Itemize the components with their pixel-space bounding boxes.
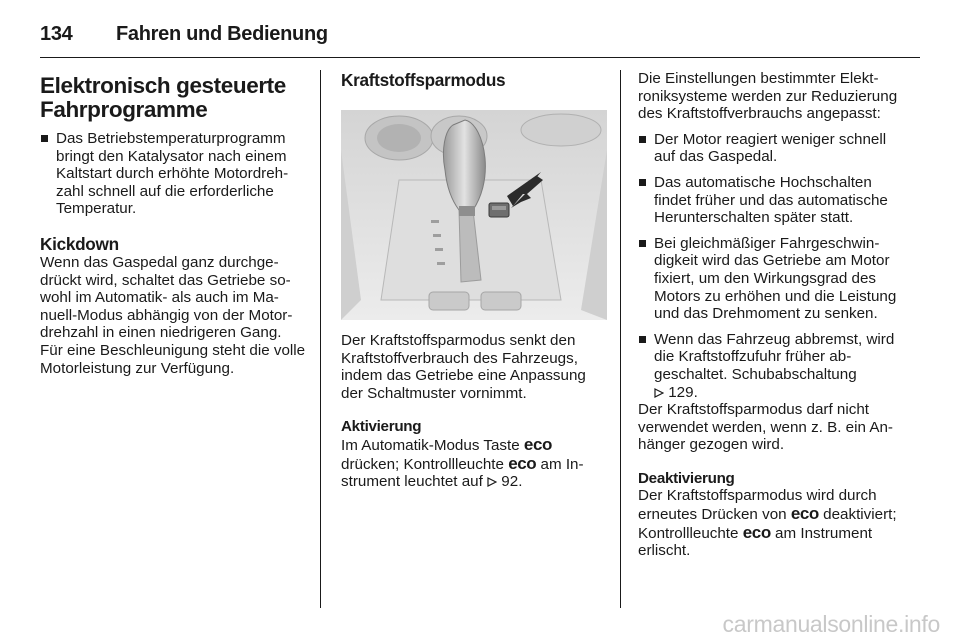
kraftstoffsparmodus-intro: Der Kraftstoffsparmodus senkt den Kraftstoffverbrauch des Fahrzeugs, indem das Getriebe eine Anpassung der Schaltmuster vornimmt. [341, 332, 586, 402]
watermark: carmanualsonline.info [722, 611, 940, 637]
page-number: 134 [40, 22, 73, 45]
page-header [40, 16, 920, 52]
section-title-deaktivierung: Deaktivierung [638, 469, 735, 487]
einstellungen-intro: Die Einstellungen bestimmter Elektroniksysteme werden zur Reduzierung des Kraftstoffverbrauchs angepasst: [638, 70, 898, 123]
aktivierung-text-3: am Instrument leuchtet auf [341, 455, 584, 491]
page-reference[interactable]: 92. [501, 473, 523, 491]
einstellungen-list [638, 131, 908, 401]
anhaenger-hinweis: Der Kraftstoffsparmodus darf nicht verwendet werden, wenn z. B. ein Anhänger gezogen wird. [638, 401, 893, 454]
bullet-square-icon [639, 336, 646, 343]
column-left [40, 70, 308, 377]
page-reference-arrow-icon [487, 477, 497, 487]
list-item-text: Bei gleichmäßiger Fahrgeschwindigkeit wird das Getriebe am Motor fixiert, um den Wirkungsgrad des Motors zu erhöhen und die Leistung und das Drehmoment zu senken. [654, 234, 897, 323]
list-item-text: Das Betriebstemperaturprogramm bringt den Katalysator nach einem Kaltstart durch erhöhte Motordrehzahl schnell auf die erforderliche Temperatur. [56, 130, 289, 218]
chapter-title: Fahren und Bedienung [116, 22, 328, 45]
column-middle [341, 70, 607, 491]
list-item-text: Das automatische Hochschalten findet früher und das automatische Herunterschalten später statt. [654, 173, 888, 227]
list-item [638, 235, 908, 323]
eco-symbol: eco [508, 453, 537, 473]
bullet-square-icon [639, 240, 646, 247]
bullet-square-icon [639, 136, 646, 143]
list-item-text: Der Motor reagiert weniger schnell auf das Gaspedal. [654, 130, 887, 166]
deaktivierung-text-3: am Instrument erlischt. [638, 524, 873, 560]
section-title-kraftstoffsparmodus: Kraftstoffsparmodus [341, 70, 506, 90]
column-divider-1 [320, 70, 321, 608]
gear-selector-illustration [341, 110, 607, 320]
list-item [40, 130, 308, 218]
bullet-square-icon [639, 179, 646, 186]
column-right [638, 70, 908, 560]
list-item [638, 174, 908, 227]
page-reference[interactable]: 129. [668, 383, 698, 401]
section-title-kickdown: Kickdown [40, 233, 119, 254]
eco-symbol: eco [742, 522, 771, 542]
section-title-fahrprogramme: Elektronisch gesteuerte Fahrprogramme [40, 73, 286, 122]
bullet-square-icon [41, 135, 48, 142]
column-divider-2 [620, 70, 621, 608]
deaktivierung-text-2: deaktiviert; Kontrollleuchte [638, 506, 897, 542]
deaktivierung-text-1: Der Kraftstoffsparmodus wird durch erneutes Drücken von [638, 487, 877, 524]
gear-selector-drawing [341, 110, 607, 320]
eco-symbol: eco [790, 504, 819, 524]
eco-symbol: eco [523, 434, 552, 454]
list-item [638, 331, 908, 401]
aktivierung-paragraph [341, 436, 607, 491]
list-item [638, 131, 908, 166]
section-title-aktivierung: Aktivierung [341, 418, 422, 436]
header-rule [40, 57, 920, 58]
aktivierung-text-1: Im Automatik-Modus Taste [341, 436, 520, 454]
aktivierung-text-2: drücken; Kontrollleuchte [341, 455, 504, 473]
list-item-text: Wenn das Fahrzeug abbremst, wird die Kraftstoffzufuhr früher abgeschaltet. Schubabschaltung [654, 330, 895, 383]
deaktivierung-paragraph [638, 487, 908, 559]
kickdown-paragraph: Wenn das Gaspedal ganz durchgedrückt wird, schaltet das Getriebe sowohl im Automatik- als auch im Manuell-Modus abhängig von der Motordrehzahl in einen niedrigeren Gang. Für eine Beschleunigung steht die volle Motorleistung zur Verfügung. [40, 253, 306, 377]
fahrprogramme-list [40, 130, 308, 218]
page-reference-arrow-icon [654, 388, 664, 398]
